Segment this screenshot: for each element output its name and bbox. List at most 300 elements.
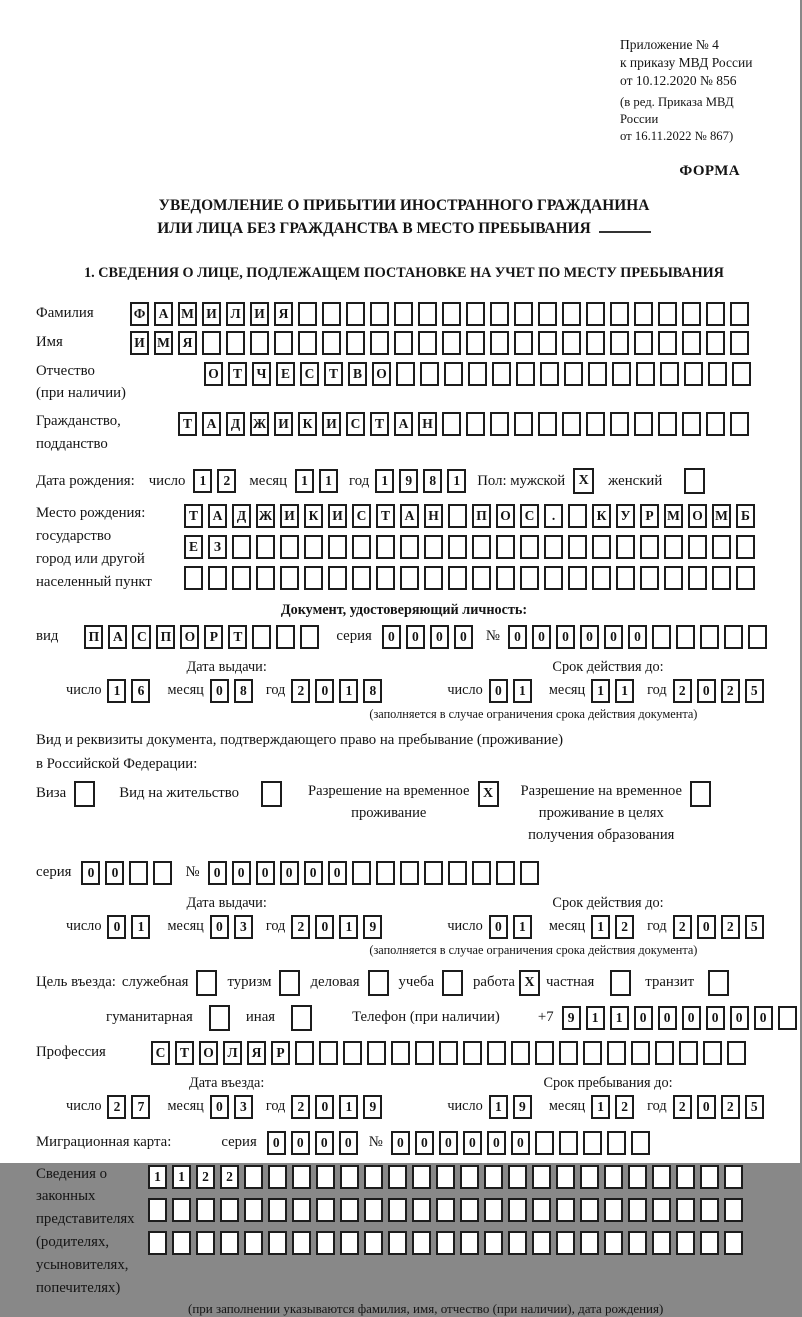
char-cell[interactable]: И bbox=[130, 331, 149, 355]
char-cell[interactable] bbox=[610, 331, 629, 355]
char-cell[interactable] bbox=[655, 1041, 674, 1065]
char-cell[interactable] bbox=[688, 566, 707, 590]
char-cell[interactable] bbox=[580, 1198, 599, 1222]
char-cell[interactable]: 0 bbox=[391, 1131, 410, 1155]
char-cell[interactable] bbox=[556, 1165, 575, 1189]
char-cell[interactable]: 2 bbox=[291, 679, 310, 703]
char-cell[interactable]: 1 bbox=[513, 679, 532, 703]
char-cell[interactable]: П bbox=[84, 625, 103, 649]
char-cell[interactable] bbox=[472, 566, 491, 590]
char-cell[interactable] bbox=[172, 1198, 191, 1222]
char-cell[interactable]: Е bbox=[184, 535, 203, 559]
char-cell[interactable] bbox=[538, 302, 557, 326]
char-cell[interactable] bbox=[280, 535, 299, 559]
char-cell[interactable] bbox=[568, 566, 587, 590]
char-cell[interactable] bbox=[274, 331, 293, 355]
char-cell[interactable] bbox=[556, 1231, 575, 1255]
char-cell[interactable] bbox=[676, 625, 695, 649]
char-cell[interactable] bbox=[466, 302, 485, 326]
char-cell[interactable] bbox=[496, 535, 515, 559]
char-cell[interactable] bbox=[607, 1131, 626, 1155]
char-cell[interactable]: 8 bbox=[234, 679, 253, 703]
char-cell[interactable] bbox=[712, 566, 731, 590]
char-cell[interactable] bbox=[511, 1041, 530, 1065]
char-cell[interactable]: 0 bbox=[697, 1095, 716, 1119]
char-cell[interactable] bbox=[706, 412, 725, 436]
char-cell[interactable]: С bbox=[352, 504, 371, 528]
char-cell[interactable] bbox=[328, 535, 347, 559]
char-cell[interactable] bbox=[532, 1165, 551, 1189]
char-cell[interactable] bbox=[448, 861, 467, 885]
char-cell[interactable]: С bbox=[132, 625, 151, 649]
char-cell[interactable] bbox=[298, 331, 317, 355]
char-cell[interactable] bbox=[556, 1198, 575, 1222]
char-cell[interactable]: 0 bbox=[107, 915, 126, 939]
char-cell[interactable] bbox=[463, 1041, 482, 1065]
char-cell[interactable]: Р bbox=[271, 1041, 290, 1065]
char-cell[interactable] bbox=[148, 1198, 167, 1222]
char-cell[interactable] bbox=[508, 1198, 527, 1222]
char-cell[interactable] bbox=[400, 535, 419, 559]
char-cell[interactable]: Я bbox=[178, 331, 197, 355]
char-cell[interactable] bbox=[396, 362, 415, 386]
char-cell[interactable] bbox=[244, 1165, 263, 1189]
char-cell[interactable]: Т bbox=[228, 362, 247, 386]
char-cell[interactable] bbox=[703, 1041, 722, 1065]
char-cell[interactable] bbox=[676, 1198, 695, 1222]
char-cell[interactable] bbox=[724, 1231, 743, 1255]
char-cell[interactable]: Р bbox=[640, 504, 659, 528]
char-cell[interactable] bbox=[250, 331, 269, 355]
char-cell[interactable]: Д bbox=[226, 412, 245, 436]
char-cell[interactable] bbox=[612, 362, 631, 386]
char-cell[interactable]: Н bbox=[424, 504, 443, 528]
char-cell[interactable] bbox=[516, 362, 535, 386]
char-cell[interactable] bbox=[586, 412, 605, 436]
char-cell[interactable]: М bbox=[178, 302, 197, 326]
visa-checkbox[interactable] bbox=[74, 781, 95, 807]
char-cell[interactable]: 0 bbox=[105, 861, 124, 885]
char-cell[interactable] bbox=[316, 1165, 335, 1189]
char-cell[interactable]: 0 bbox=[315, 679, 334, 703]
char-cell[interactable] bbox=[466, 412, 485, 436]
char-cell[interactable] bbox=[391, 1041, 410, 1065]
char-cell[interactable]: Я bbox=[247, 1041, 266, 1065]
char-cell[interactable]: 0 bbox=[232, 861, 251, 885]
char-cell[interactable]: 9 bbox=[399, 469, 418, 493]
char-cell[interactable]: 1 bbox=[131, 915, 150, 939]
char-cell[interactable] bbox=[244, 1198, 263, 1222]
char-cell[interactable] bbox=[562, 302, 581, 326]
char-cell[interactable]: 0 bbox=[256, 861, 275, 885]
char-cell[interactable]: 0 bbox=[210, 1095, 229, 1119]
char-cell[interactable] bbox=[484, 1165, 503, 1189]
char-cell[interactable]: И bbox=[322, 412, 341, 436]
char-cell[interactable]: 0 bbox=[328, 861, 347, 885]
char-cell[interactable]: З bbox=[208, 535, 227, 559]
char-cell[interactable] bbox=[592, 566, 611, 590]
char-cell[interactable]: М bbox=[154, 331, 173, 355]
char-cell[interactable]: 2 bbox=[673, 915, 692, 939]
char-cell[interactable]: 0 bbox=[315, 1131, 334, 1155]
char-cell[interactable] bbox=[604, 1165, 623, 1189]
char-cell[interactable]: 1 bbox=[591, 1095, 610, 1119]
char-cell[interactable]: П bbox=[472, 504, 491, 528]
char-cell[interactable] bbox=[652, 625, 671, 649]
char-cell[interactable]: 0 bbox=[556, 625, 575, 649]
char-cell[interactable] bbox=[628, 1198, 647, 1222]
char-cell[interactable]: 0 bbox=[508, 625, 527, 649]
char-cell[interactable]: 0 bbox=[730, 1006, 749, 1030]
char-cell[interactable] bbox=[328, 566, 347, 590]
char-cell[interactable] bbox=[232, 566, 251, 590]
char-cell[interactable]: 1 bbox=[615, 679, 634, 703]
char-cell[interactable] bbox=[604, 1198, 623, 1222]
char-cell[interactable] bbox=[436, 1198, 455, 1222]
char-cell[interactable]: 0 bbox=[658, 1006, 677, 1030]
char-cell[interactable]: Ч bbox=[252, 362, 271, 386]
char-cell[interactable]: И bbox=[250, 302, 269, 326]
char-cell[interactable]: 1 bbox=[339, 679, 358, 703]
char-cell[interactable] bbox=[415, 1041, 434, 1065]
char-cell[interactable] bbox=[292, 1231, 311, 1255]
char-cell[interactable] bbox=[658, 412, 677, 436]
char-cell[interactable] bbox=[220, 1198, 239, 1222]
char-cell[interactable] bbox=[460, 1165, 479, 1189]
char-cell[interactable] bbox=[442, 412, 461, 436]
char-cell[interactable] bbox=[400, 566, 419, 590]
char-cell[interactable] bbox=[708, 362, 727, 386]
temp-permit-edu-checkbox[interactable] bbox=[690, 781, 711, 807]
char-cell[interactable]: О bbox=[199, 1041, 218, 1065]
char-cell[interactable] bbox=[640, 535, 659, 559]
char-cell[interactable] bbox=[520, 861, 539, 885]
char-cell[interactable] bbox=[343, 1041, 362, 1065]
char-cell[interactable] bbox=[520, 566, 539, 590]
char-cell[interactable] bbox=[424, 535, 443, 559]
char-cell[interactable]: И bbox=[274, 412, 293, 436]
char-cell[interactable] bbox=[304, 566, 323, 590]
char-cell[interactable] bbox=[586, 302, 605, 326]
char-cell[interactable]: В bbox=[348, 362, 367, 386]
char-cell[interactable] bbox=[276, 625, 295, 649]
char-cell[interactable]: С bbox=[520, 504, 539, 528]
char-cell[interactable] bbox=[652, 1231, 671, 1255]
char-cell[interactable] bbox=[568, 535, 587, 559]
char-cell[interactable]: 1 bbox=[610, 1006, 629, 1030]
char-cell[interactable] bbox=[732, 362, 751, 386]
char-cell[interactable] bbox=[736, 535, 755, 559]
char-cell[interactable]: 0 bbox=[682, 1006, 701, 1030]
char-cell[interactable] bbox=[727, 1041, 746, 1065]
char-cell[interactable] bbox=[256, 535, 275, 559]
char-cell[interactable]: 1 bbox=[339, 1095, 358, 1119]
char-cell[interactable] bbox=[202, 331, 221, 355]
char-cell[interactable] bbox=[490, 331, 509, 355]
char-cell[interactable]: О bbox=[496, 504, 515, 528]
char-cell[interactable]: 1 bbox=[172, 1165, 191, 1189]
purpose-study-checkbox[interactable] bbox=[442, 970, 463, 996]
char-cell[interactable] bbox=[682, 331, 701, 355]
char-cell[interactable] bbox=[268, 1165, 287, 1189]
char-cell[interactable]: 1 bbox=[339, 915, 358, 939]
char-cell[interactable]: О bbox=[180, 625, 199, 649]
char-cell[interactable] bbox=[148, 1231, 167, 1255]
char-cell[interactable] bbox=[544, 566, 563, 590]
char-cell[interactable] bbox=[532, 1231, 551, 1255]
char-cell[interactable] bbox=[616, 566, 635, 590]
char-cell[interactable]: 0 bbox=[208, 861, 227, 885]
char-cell[interactable]: 9 bbox=[513, 1095, 532, 1119]
char-cell[interactable] bbox=[352, 861, 371, 885]
char-cell[interactable]: 0 bbox=[532, 625, 551, 649]
char-cell[interactable] bbox=[580, 1165, 599, 1189]
char-cell[interactable] bbox=[346, 302, 365, 326]
char-cell[interactable] bbox=[778, 1006, 797, 1030]
char-cell[interactable]: М bbox=[664, 504, 683, 528]
char-cell[interactable] bbox=[628, 1165, 647, 1189]
char-cell[interactable] bbox=[676, 1231, 695, 1255]
char-cell[interactable] bbox=[508, 1231, 527, 1255]
char-cell[interactable] bbox=[730, 302, 749, 326]
char-cell[interactable]: 2 bbox=[673, 679, 692, 703]
char-cell[interactable] bbox=[418, 302, 437, 326]
char-cell[interactable] bbox=[634, 302, 653, 326]
char-cell[interactable] bbox=[640, 566, 659, 590]
char-cell[interactable] bbox=[538, 331, 557, 355]
char-cell[interactable]: Е bbox=[276, 362, 295, 386]
char-cell[interactable]: 1 bbox=[447, 469, 466, 493]
char-cell[interactable]: 5 bbox=[745, 679, 764, 703]
char-cell[interactable] bbox=[196, 1231, 215, 1255]
char-cell[interactable]: 0 bbox=[406, 625, 425, 649]
char-cell[interactable]: 2 bbox=[217, 469, 236, 493]
char-cell[interactable]: 3 bbox=[234, 1095, 253, 1119]
char-cell[interactable] bbox=[604, 1231, 623, 1255]
char-cell[interactable]: Т bbox=[376, 504, 395, 528]
char-cell[interactable]: Д bbox=[232, 504, 251, 528]
char-cell[interactable] bbox=[295, 1041, 314, 1065]
char-cell[interactable]: М bbox=[712, 504, 731, 528]
char-cell[interactable] bbox=[736, 566, 755, 590]
char-cell[interactable]: 9 bbox=[363, 915, 382, 939]
char-cell[interactable]: 0 bbox=[315, 1095, 334, 1119]
char-cell[interactable] bbox=[196, 1198, 215, 1222]
char-cell[interactable] bbox=[364, 1165, 383, 1189]
char-cell[interactable]: 2 bbox=[615, 915, 634, 939]
char-cell[interactable] bbox=[676, 1165, 695, 1189]
char-cell[interactable] bbox=[592, 535, 611, 559]
char-cell[interactable] bbox=[208, 566, 227, 590]
char-cell[interactable] bbox=[376, 861, 395, 885]
char-cell[interactable]: 0 bbox=[697, 915, 716, 939]
char-cell[interactable] bbox=[319, 1041, 338, 1065]
char-cell[interactable] bbox=[400, 861, 419, 885]
char-cell[interactable] bbox=[540, 362, 559, 386]
char-cell[interactable]: О bbox=[688, 504, 707, 528]
char-cell[interactable] bbox=[292, 1165, 311, 1189]
char-cell[interactable] bbox=[442, 331, 461, 355]
char-cell[interactable]: 1 bbox=[193, 469, 212, 493]
char-cell[interactable]: 2 bbox=[291, 1095, 310, 1119]
char-cell[interactable] bbox=[376, 535, 395, 559]
char-cell[interactable] bbox=[298, 302, 317, 326]
char-cell[interactable] bbox=[562, 331, 581, 355]
char-cell[interactable] bbox=[487, 1041, 506, 1065]
char-cell[interactable]: 8 bbox=[423, 469, 442, 493]
char-cell[interactable] bbox=[724, 625, 743, 649]
char-cell[interactable] bbox=[700, 625, 719, 649]
char-cell[interactable]: 0 bbox=[489, 915, 508, 939]
char-cell[interactable]: 0 bbox=[628, 625, 647, 649]
char-cell[interactable] bbox=[610, 302, 629, 326]
char-cell[interactable] bbox=[730, 412, 749, 436]
char-cell[interactable] bbox=[684, 362, 703, 386]
char-cell[interactable] bbox=[153, 861, 172, 885]
char-cell[interactable] bbox=[412, 1198, 431, 1222]
char-cell[interactable] bbox=[244, 1231, 263, 1255]
char-cell[interactable] bbox=[352, 566, 371, 590]
char-cell[interactable] bbox=[562, 412, 581, 436]
char-cell[interactable] bbox=[252, 625, 271, 649]
char-cell[interactable]: 0 bbox=[580, 625, 599, 649]
char-cell[interactable] bbox=[535, 1041, 554, 1065]
char-cell[interactable]: Ф bbox=[130, 302, 149, 326]
char-cell[interactable]: Т bbox=[370, 412, 389, 436]
purpose-private-checkbox[interactable] bbox=[610, 970, 631, 996]
char-cell[interactable]: 0 bbox=[489, 679, 508, 703]
char-cell[interactable]: Т bbox=[184, 504, 203, 528]
char-cell[interactable]: 1 bbox=[489, 1095, 508, 1119]
char-cell[interactable] bbox=[616, 535, 635, 559]
purpose-work-checkbox[interactable]: X bbox=[519, 970, 540, 996]
char-cell[interactable] bbox=[370, 302, 389, 326]
gender-female-checkbox[interactable] bbox=[684, 468, 705, 494]
char-cell[interactable]: 9 bbox=[562, 1006, 581, 1030]
purpose-business-checkbox[interactable] bbox=[368, 970, 389, 996]
char-cell[interactable] bbox=[472, 535, 491, 559]
char-cell[interactable] bbox=[583, 1041, 602, 1065]
char-cell[interactable] bbox=[634, 412, 653, 436]
char-cell[interactable]: К bbox=[592, 504, 611, 528]
char-cell[interactable]: 1 bbox=[586, 1006, 605, 1030]
char-cell[interactable] bbox=[172, 1231, 191, 1255]
char-cell[interactable] bbox=[394, 331, 413, 355]
char-cell[interactable] bbox=[364, 1231, 383, 1255]
char-cell[interactable]: 0 bbox=[463, 1131, 482, 1155]
char-cell[interactable]: 1 bbox=[319, 469, 338, 493]
char-cell[interactable] bbox=[418, 331, 437, 355]
char-cell[interactable] bbox=[583, 1131, 602, 1155]
char-cell[interactable] bbox=[514, 331, 533, 355]
char-cell[interactable]: Н bbox=[418, 412, 437, 436]
char-cell[interactable]: 0 bbox=[487, 1131, 506, 1155]
char-cell[interactable] bbox=[658, 331, 677, 355]
char-cell[interactable] bbox=[448, 535, 467, 559]
char-cell[interactable] bbox=[220, 1231, 239, 1255]
char-cell[interactable]: И bbox=[202, 302, 221, 326]
char-cell[interactable] bbox=[468, 362, 487, 386]
char-cell[interactable]: О bbox=[372, 362, 391, 386]
char-cell[interactable] bbox=[706, 302, 725, 326]
char-cell[interactable] bbox=[535, 1131, 554, 1155]
char-cell[interactable] bbox=[652, 1165, 671, 1189]
char-cell[interactable] bbox=[532, 1198, 551, 1222]
purpose-transit-checkbox[interactable] bbox=[708, 970, 729, 996]
char-cell[interactable] bbox=[634, 331, 653, 355]
char-cell[interactable] bbox=[724, 1198, 743, 1222]
char-cell[interactable] bbox=[444, 362, 463, 386]
char-cell[interactable]: 0 bbox=[604, 625, 623, 649]
char-cell[interactable] bbox=[538, 412, 557, 436]
char-cell[interactable] bbox=[492, 362, 511, 386]
char-cell[interactable] bbox=[564, 362, 583, 386]
char-cell[interactable]: 0 bbox=[382, 625, 401, 649]
char-cell[interactable]: 0 bbox=[339, 1131, 358, 1155]
char-cell[interactable]: 2 bbox=[291, 915, 310, 939]
char-cell[interactable] bbox=[568, 504, 587, 528]
char-cell[interactable] bbox=[544, 535, 563, 559]
char-cell[interactable] bbox=[388, 1165, 407, 1189]
char-cell[interactable] bbox=[436, 1165, 455, 1189]
char-cell[interactable]: Т bbox=[228, 625, 247, 649]
char-cell[interactable] bbox=[280, 566, 299, 590]
char-cell[interactable] bbox=[700, 1165, 719, 1189]
char-cell[interactable] bbox=[412, 1165, 431, 1189]
char-cell[interactable] bbox=[460, 1198, 479, 1222]
char-cell[interactable] bbox=[679, 1041, 698, 1065]
char-cell[interactable]: А bbox=[400, 504, 419, 528]
char-cell[interactable] bbox=[460, 1231, 479, 1255]
char-cell[interactable] bbox=[700, 1198, 719, 1222]
char-cell[interactable] bbox=[340, 1231, 359, 1255]
char-cell[interactable]: 0 bbox=[291, 1131, 310, 1155]
char-cell[interactable] bbox=[367, 1041, 386, 1065]
char-cell[interactable] bbox=[496, 566, 515, 590]
char-cell[interactable] bbox=[346, 331, 365, 355]
char-cell[interactable]: Т bbox=[324, 362, 343, 386]
char-cell[interactable] bbox=[636, 362, 655, 386]
char-cell[interactable]: 1 bbox=[591, 679, 610, 703]
char-cell[interactable]: 9 bbox=[363, 1095, 382, 1119]
char-cell[interactable]: Т bbox=[178, 412, 197, 436]
char-cell[interactable]: 7 bbox=[131, 1095, 150, 1119]
char-cell[interactable]: 3 bbox=[234, 915, 253, 939]
char-cell[interactable] bbox=[388, 1198, 407, 1222]
char-cell[interactable] bbox=[490, 412, 509, 436]
char-cell[interactable] bbox=[660, 362, 679, 386]
char-cell[interactable] bbox=[129, 861, 148, 885]
char-cell[interactable]: И bbox=[280, 504, 299, 528]
purpose-official-checkbox[interactable] bbox=[196, 970, 217, 996]
char-cell[interactable] bbox=[514, 412, 533, 436]
gender-male-checkbox[interactable]: X bbox=[573, 468, 594, 494]
char-cell[interactable] bbox=[706, 331, 725, 355]
char-cell[interactable] bbox=[588, 362, 607, 386]
char-cell[interactable]: 0 bbox=[634, 1006, 653, 1030]
char-cell[interactable]: 1 bbox=[375, 469, 394, 493]
char-cell[interactable] bbox=[658, 302, 677, 326]
char-cell[interactable] bbox=[730, 331, 749, 355]
char-cell[interactable] bbox=[682, 412, 701, 436]
char-cell[interactable]: Я bbox=[274, 302, 293, 326]
char-cell[interactable]: 0 bbox=[430, 625, 449, 649]
char-cell[interactable] bbox=[256, 566, 275, 590]
char-cell[interactable]: 0 bbox=[280, 861, 299, 885]
char-cell[interactable]: Л bbox=[226, 302, 245, 326]
char-cell[interactable]: 1 bbox=[107, 679, 126, 703]
char-cell[interactable] bbox=[442, 302, 461, 326]
